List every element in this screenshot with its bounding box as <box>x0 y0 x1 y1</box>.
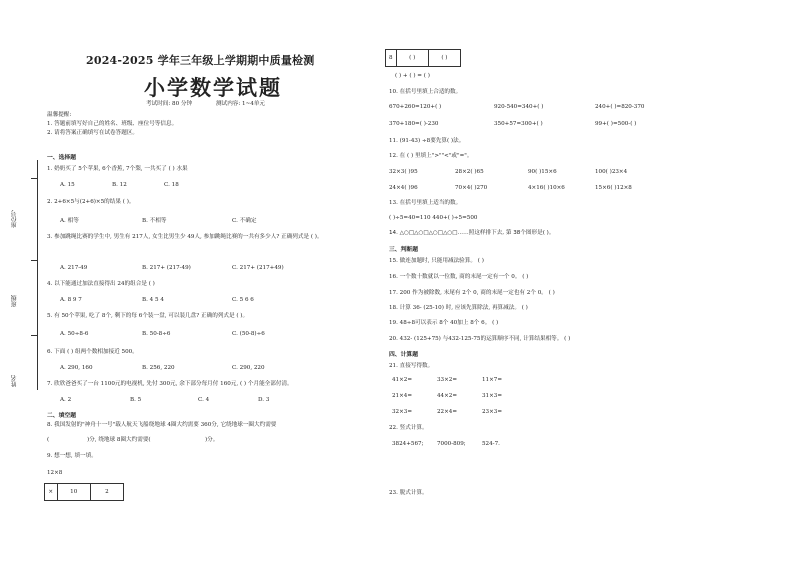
table-cell: 10 <box>57 484 90 501</box>
comparison: 100( )23×4 <box>595 169 628 175</box>
comparison: 4×16( )10×6 <box>528 185 565 191</box>
binding-tick <box>31 260 37 261</box>
question-15: 15. 做连加题时, 只能用减法验算。 ( ) <box>389 258 484 264</box>
notice-heading: 温馨提醒: <box>47 112 72 118</box>
question-2: 2. 2+6×5与(2+6)×5的结果 ( )。 <box>47 199 135 205</box>
question-3: 3. 参加跳绳比赛的学生中, 男生有 217人, 女生比男生少 49人, 参加跳绳比赛的一共有多少人? 正确列式是 ( )。 <box>47 234 323 240</box>
answer-cell[interactable]: ( ) <box>396 50 428 67</box>
oral-calc: 22×4= <box>437 409 458 415</box>
option[interactable]: C. 5 6 6 <box>232 297 254 303</box>
question-10: 10. 在括号里填上合适的数。 <box>389 89 462 95</box>
table-cell: 2 <box>90 484 123 501</box>
question-7: 7. 欣欣爸爸买了一台 1100元的电视机, 先付 300元, 余下部分每月付 160元, ( ) 个月能全部付清。 <box>47 381 293 387</box>
option[interactable]: B. 4 5 4 <box>142 297 164 303</box>
vertical-calc: 524-7. <box>482 441 500 447</box>
question-19: 19. 48÷8可以表示 8个 40加上 8个 6。 ( ) <box>389 320 499 326</box>
option[interactable]: B. 5 <box>130 397 142 403</box>
question-8-part: ( <box>47 437 50 443</box>
comparison: 15×6( )12×8 <box>595 185 632 191</box>
binding-tick <box>31 178 37 179</box>
question-23: 23. 脱式计算。 <box>389 490 428 496</box>
comparison: 70×4( )270 <box>455 185 488 191</box>
page-title: 小学数学试题 <box>144 76 282 100</box>
oral-calc: 44×2= <box>437 393 458 399</box>
option[interactable]: A. 2 <box>60 397 72 403</box>
binding-line <box>37 160 38 390</box>
option[interactable]: A. 290, 160 <box>60 365 93 371</box>
vertical-calc: 3824+567; <box>392 441 424 447</box>
binding-tick <box>31 335 37 336</box>
option[interactable]: A. 15 <box>60 182 75 188</box>
question-4: 4. 以下能通过加法直接得出 24的组合是 ( ) <box>47 281 155 287</box>
question-22: 22. 竖式计算。 <box>389 425 428 431</box>
question-8: 8. 我国发射的"神舟十一号"载人航天飞船绕地球 4圈大约需要 360分, 它绕地球一圈大约需要 <box>47 422 277 428</box>
comparison: 28×2( )65 <box>455 169 484 175</box>
question-9: 9. 想一想, 填一填。 <box>47 453 97 459</box>
question-8-part: )分。 <box>205 437 219 443</box>
option[interactable]: B. 217+ (217-49) <box>142 265 191 271</box>
seat-label: 座位号 <box>11 210 18 228</box>
oral-calc: 32×3= <box>392 409 413 415</box>
comparison: 24×4( )96 <box>389 185 418 191</box>
equation: 240+( )=820-370 <box>595 104 645 110</box>
option[interactable]: B. 不相等 <box>142 218 167 224</box>
q9-result-table <box>385 49 461 67</box>
option[interactable]: D. 3 <box>258 397 270 403</box>
option[interactable]: A. 217-49 <box>60 265 88 271</box>
option[interactable]: C. 4 <box>198 397 210 403</box>
equation: 99+( )=500-( ) <box>595 121 637 127</box>
notice-item: 2. 请将答案正确填写在试卷答题区。 <box>47 130 139 136</box>
table-cell: 8 <box>386 50 397 67</box>
comparison: 32×3( )95 <box>389 169 418 175</box>
oral-calc: 31×3= <box>482 393 503 399</box>
answer-cell[interactable]: ( ) <box>428 50 460 67</box>
name-label: 姓名 <box>11 375 18 387</box>
question-1: 1. 奶奶买了 5个苹果, 6个香蕉, 7个梨, 一共买了 ( ) 水果 <box>47 166 188 172</box>
section-fill-heading: 二、填空题 <box>47 413 76 419</box>
q9-expression: 12×8 <box>47 470 63 476</box>
section-judge-heading: 三、判断题 <box>389 247 418 253</box>
option[interactable]: C. 217+ (217+49) <box>232 265 284 271</box>
q9-sum: ( ) + ( ) = ( ) <box>395 73 430 79</box>
question-12: 12. 在 ( ) 里填上">""<"或"="。 <box>389 153 473 159</box>
question-11: 11. (91-43) ÷8要先算( )法。 <box>389 138 465 144</box>
vertical-calc: 7000-809; <box>437 441 466 447</box>
question-18: 18. 计算 36- (25-10) 时, 应该先算除法, 再算减法。 ( ) <box>389 305 528 311</box>
question-17: 17. 200 作为被除数, 末尾有 2个 0, 商的末尾一定也有 2个 0。 ( ) <box>389 290 555 296</box>
exam-time: 考试时间: 80 分钟 <box>146 101 193 107</box>
question-13: 13. 在括号里填上适当的数。 <box>389 200 462 206</box>
notice-item: 1. 答题前填写好自己的姓名、班级、座位号等信息。 <box>47 121 178 127</box>
table-cell: × <box>45 484 58 501</box>
equation: 350+57=300+( ) <box>494 121 543 127</box>
option[interactable]: B. 12 <box>112 182 127 188</box>
exam-title: 2024-2025 学年三年级上学期期中质量检测 <box>86 54 315 67</box>
comparison: 90( )15×6 <box>528 169 557 175</box>
option[interactable]: C. 不确定 <box>232 218 257 224</box>
equation: 370+180=( )-230 <box>389 121 439 127</box>
equation: 670+260=120+( ) <box>389 104 442 110</box>
q9-multiply-table <box>44 483 124 501</box>
oral-calc: 11×7= <box>482 377 503 383</box>
question-20: 20. 432- (125+75) 与432-125-75的运算顺序不同, 计算结果相等。 ( ) <box>389 336 571 342</box>
oral-calc: 23×3= <box>482 409 503 415</box>
section-choice-heading: 一、选择题 <box>47 155 76 161</box>
option[interactable]: B. 50-8÷6 <box>142 331 171 337</box>
class-label: 班级 <box>11 295 18 307</box>
option[interactable]: A. 50÷8-6 <box>60 331 89 337</box>
oral-calc: 21×4= <box>392 393 413 399</box>
option[interactable]: B. 256, 220 <box>142 365 175 371</box>
question-14: 14. △○□△○□△○□△○□……照这样排下去, 第 38个图形是( )。 <box>389 230 555 236</box>
option[interactable]: A. 相等 <box>60 218 79 224</box>
option[interactable]: A. 8 9 7 <box>60 297 82 303</box>
option[interactable]: C. (50-8)÷6 <box>232 331 265 337</box>
question-5: 5. 有 50个苹果, 吃了 8个, 剩下的每 6个装一盘, 可以装几盘? 正确的列式是 ( )。 <box>47 313 249 319</box>
oral-calc: 41×2= <box>392 377 413 383</box>
question-21: 21. 直接写得数。 <box>389 363 434 369</box>
question-16: 16. 一个数十数就以一位数, 商的末尾一定有一个 0。 ( ) <box>389 274 529 280</box>
exam-scope: 测试内容: 1~4单元 <box>216 101 266 107</box>
section-calc-heading: 四、计算题 <box>389 352 418 358</box>
oral-calc: 33×2= <box>437 377 458 383</box>
option[interactable]: C. 18 <box>164 182 179 188</box>
question-6: 6. 下面 ( ) 组两个数相加接近 500。 <box>47 349 138 355</box>
question-8-part: )分, 绕地球 8圈大约需要( <box>87 437 151 443</box>
equation: 920-540=340+( ) <box>494 104 544 110</box>
option[interactable]: C. 290, 220 <box>232 365 265 371</box>
q13-equations: ( )÷5=40=110 440+( )÷5=500 <box>389 215 478 221</box>
